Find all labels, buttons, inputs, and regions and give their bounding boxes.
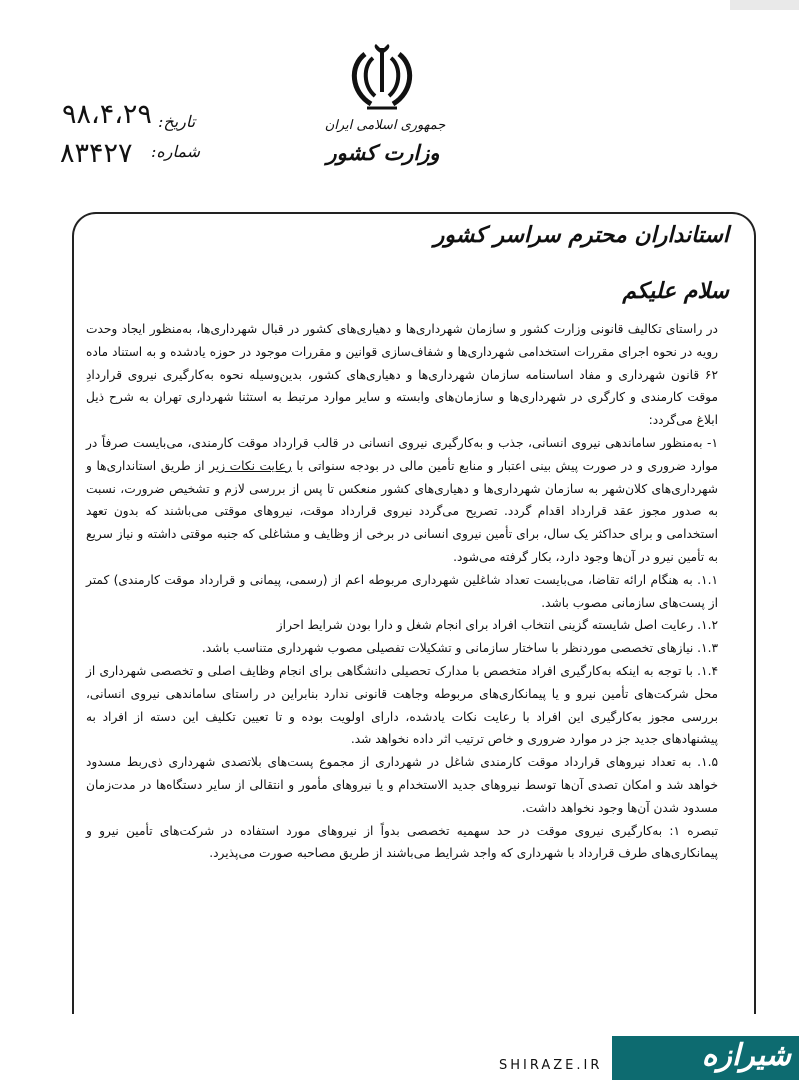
watermark-brand: SHIRAZE.IR — [499, 1058, 603, 1073]
watermark-logo: شیرازه — [701, 1038, 791, 1073]
ministry-title: وزارت کشور — [326, 140, 440, 165]
intro-paragraph: در راستای تکالیف قانونی وزارت کشور و سازمان شهرداری‌ها و دهیاری‌های کشور در قبال شهرداری‌ها، به‌منظور ایجاد وحدت رویه در نحوه اجرای مقررات استخدامی شهرداری‌ها و شفاف‌سازی قوانین و مقررات موجود در حوزه یادشده و به استناد ماده ۶۲ قانون شهرداری و مفاد اساسنامه سازمان شهرداری‌ها و دهیاری‌های کشور، بدین‌وسیله نحوه به‌کارگیری نیروی قراردادِ موقت کارمندی و کارگری در شهرداری‌ها و سازمان‌های وابسته و سایر موارد مرتبط به استثنا شهرداری تهران به شرح ذیل ابلاغ می‌گردد: — [86, 322, 718, 428]
item-1 — [86, 432, 718, 569]
date-label: تاریخ: — [158, 112, 196, 131]
watermark-brand-box — [494, 1036, 619, 1080]
watermark — [494, 1036, 799, 1080]
addressee: استانداران محترم سراسر کشور — [433, 222, 729, 248]
number-value: ۸۳۴۲۷ — [60, 138, 133, 169]
date-value: ۹۸،۴،۲۹ — [62, 99, 152, 130]
note-1: تبصره ۱: به‌کارگیری نیروی موقت در حد سهمیه تخصصی بدواً از نیروهای مورد استفاده در شرکت‌های تأمین نیرو و پیمانکاری‌های طرف قرارداد با شهرداری که واجد شرایط می‌باشند از طریق مصاحبه صورت می‌پذیرد. — [86, 823, 719, 861]
republic-title: جمهوری اسلامی ایران — [324, 118, 446, 133]
item-1-text-b: از طریق استانداری‌ها و شهرداری‌های کلان‌شهر به سازمان شهرداری‌ها و دهیاری‌های کشور منعکس تا پس از بررسی لازم و تشخیص ضرورت، نسبت به صدور مجوز عقد قرارداد اقدام گردد. تصریح می‌گردد نیروی قرارداد موقت، نیروهای موقتی می‌باشند که بدون تعهد استخدامی و برای حداکثر یک سال، برای تأمین نیروی انسانی در برخی از وظایف و مشاغلی که جنبه موقتی داشته و نیاز سریع به تأمین نیرو در آن‌ها وجود دارد، بکار گرفته می‌شود. — [86, 458, 718, 564]
item-1-text-a: ۱- به‌منظور ساماندهی نیروی انسانی، جذب و به‌کارگیری نیروی انسانی در قالب قرارداد موقت کارمندی، می‌بایست صرفاً در موارد ضروری و در صورت پیش بینی اعتبار و منابع تأمین مالی در بودجه سنواتی با — [86, 435, 719, 473]
item-1-4: ۱.۴. با توجه به اینکه به‌کارگیری افراد متخصص با مدارک تحصیلی دانشگاهی برای انجام وظایف اصلی و تخصصی شهرداری از محل شرکت‌های تأمین نیرو و یا پیمانکاری‌های مربوطه وجاهت قانونی ندارد بنابراین در راستای ساماندهی نیروی انسانی، بررسی مجوز به‌کارگیری این افراد با رعایت نکات یادشده، دارای اولویت بوده و تا تعیین تکلیف این دسته از افراد به پیشنهادهای جدید جز در موارد ضروری و خاص ترتیب اثر داده نخواهد شد. — [86, 663, 718, 747]
item-1-underlined: رعایت نکات زیر — [209, 458, 292, 473]
letter-body — [86, 318, 718, 865]
scan-edge — [730, 0, 799, 10]
greeting: سلام علیکم — [622, 278, 729, 304]
iran-emblem-icon — [345, 44, 419, 114]
item-1-1: ۱.۱. به هنگام ارائه تقاضا، می‌بایست تعداد شاغلین شهرداری مربوطه اعم از (رسمی، پیمانی و قرارداد موقت کارمندی) کمتر از پست‌های سازمانی مصوب باشد. — [86, 572, 718, 610]
item-1-2: ۱.۲. رعایت اصل شایسته گزینی انتخاب افراد برای انجام شغل و دارا بودن شرایط احراز — [276, 618, 718, 633]
number-label: شماره: — [151, 142, 201, 161]
watermark-logo-box — [612, 1036, 799, 1080]
item-1-5: ۱.۵. به تعداد نیروهای قرارداد موقت کارمندی شاغل در شهرداری از مجموع پست‌های بلاتصدی شهرداری ذی‌ربط مسدود خواهد شد و امکان تصدی آن‌ها توسط نیروهای جدید الاستخدام و یا نیروهای مأمور و انتقالی از سایر دستگاه‌ها در مدت‌زمان مسدود شدن آن‌ها وجود نخواهد داشت. — [86, 755, 718, 815]
item-1-3: ۱.۳. نیازهای تخصصی موردنظر با ساختار سازمانی و تشکیلات تفصیلی مصوب شهرداری متناسب باشد. — [201, 641, 718, 656]
